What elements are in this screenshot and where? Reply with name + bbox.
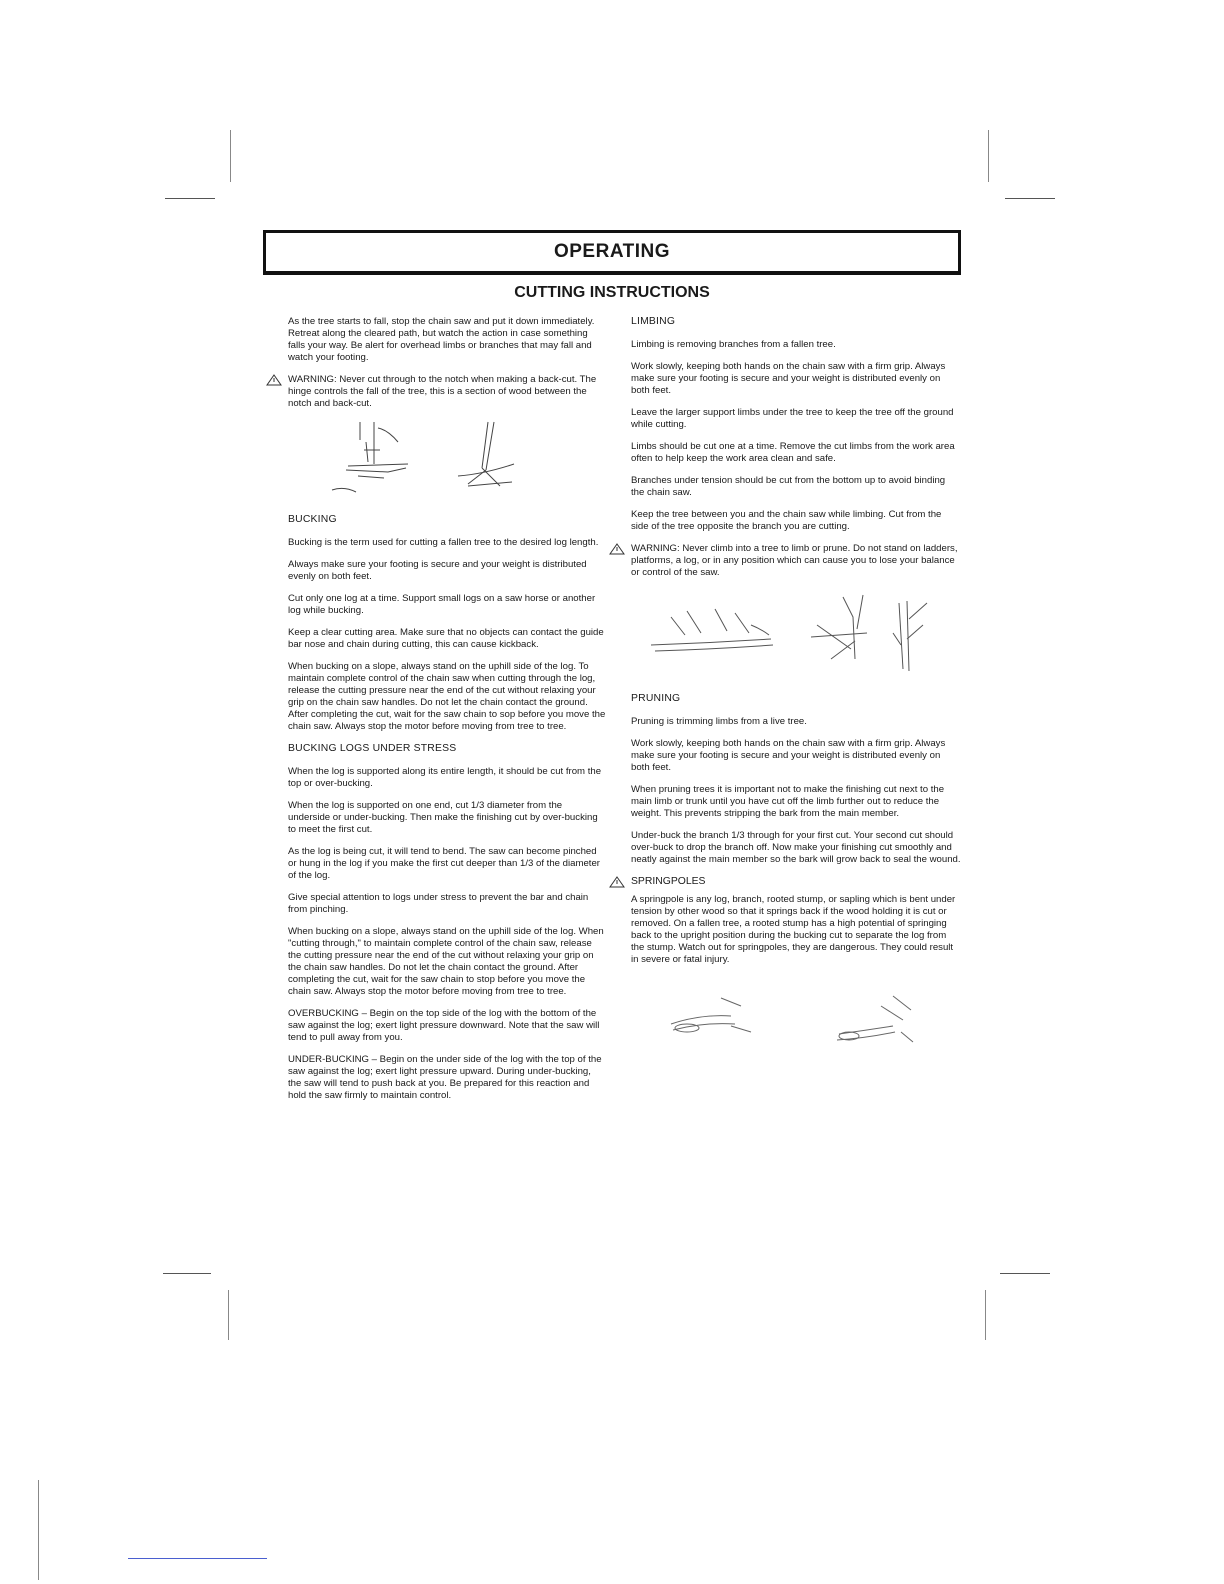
pruning-heading: PRUNING — [631, 693, 681, 704]
warning-icon — [609, 543, 625, 555]
limbing-paragraph: Keep the tree between you and the chain saw while limbing. Cut from the side of the tree opposite the branch you are cutting. — [631, 509, 942, 532]
limbing-paragraph: Branches under tension should be cut from the bottom up to avoid binding the chain saw. — [631, 475, 946, 498]
stress-paragraph: When the log is supported on one end, cut 1/3 diameter from the underside or under-bucking. Then make the finishing cut by over-bucking to meet the first cut. — [288, 800, 598, 835]
crop-mark — [1005, 198, 1055, 199]
section-title: CUTTING INSTRUCTIONS — [514, 284, 710, 301]
springpoles-heading: SPRINGPOLES — [631, 876, 706, 887]
stress-paragraph: When bucking on a slope, always stand on the uphill side of the log. When "cutting through," to maintain complete control of the chain saw, release the cutting pressure near the end of the cut without relaxing your grip on the chain saw handles. Do not let the chain contact the ground. After completing the cut, wait for the saw chain to stop before you move the chain saw. Always stop the motor before moving from tree to tree. — [288, 926, 604, 997]
crop-mark — [985, 1290, 986, 1340]
stress-paragraph: When the log is supported along its entire length, it should be cut from the top or over-bucking. — [288, 766, 602, 789]
stress-heading: BUCKING LOGS UNDER STRESS — [288, 743, 457, 754]
warning-paragraph — [288, 374, 606, 410]
limbing-paragraph: Leave the larger support limbs under the tree to keep the tree off the ground while cutting. — [631, 407, 954, 430]
crop-mark — [988, 130, 989, 182]
limbing-figure — [631, 589, 951, 681]
underbucking-paragraph: UNDER-BUCKING – Begin on the under side of the log with the top of the saw against the log; exert light pressure upward. During under-bucking, the saw will tend to push back at you. Be prepared for this reaction and hold the saw firmly to maintain control. — [288, 1054, 602, 1101]
section-header — [263, 230, 961, 275]
springpoles-paragraph: A springpole is any log, branch, rooted stump, or sapling which is bent under tension by other wood so that it springs back if the wood holding it is cut or removed. On a fallen tree, a rooted stump has a high potential of springing back to the upright position during the bucking cut to separate the log from the stump. Watch out for springpoles, they are dangerous. They could result in severe or fatal injury. — [631, 894, 956, 965]
pruning-paragraph: Pruning is trimming limbs from a live tree. — [631, 716, 807, 727]
left-column — [288, 316, 606, 1112]
bucking-paragraph: When bucking on a slope, always stand on the uphill side of the log. To maintain complete control of the chain saw when cutting through the log, release the cutting pressure near the end of the cut without relaxing your grip on the chain saw handles. Do not let the chain contact the ground. After completing the cut, wait for the saw chain to sop before you move the chain saw. Always stop the motor before moving from tree to tree. — [288, 661, 606, 732]
pruning-paragraph: When pruning trees it is important not to make the finishing cut next to the main limb or trunk until you have cut off the limb further out to reduce the weight. This prevents stripping the bark from the main member. — [631, 784, 945, 819]
bucking-paragraph: Always make sure your footing is secure and your weight is distributed evenly on both feet. — [288, 559, 587, 582]
warning-icon — [609, 876, 625, 888]
bucking-heading: BUCKING — [288, 514, 337, 525]
limbing-paragraph: Work slowly, keeping both hands on the chain saw with a firm grip. Always make sure your footing is secure and your weight is distributed evenly on both feet. — [631, 361, 946, 396]
right-column — [631, 316, 961, 1068]
pruning-paragraph: Under-buck the branch 1/3 through for your first cut. Your second cut should over-buck to drop the branch off. Now make your finishing cut smoothly and neatly against the main member so the bark will grow back to seal the wound. — [631, 830, 961, 865]
warning-icon — [266, 374, 282, 386]
warning-text: WARNING: Never cut through to the notch when making a back-cut. The hinge controls the fall of the tree, this is a section of wood between the notch and back-cut. — [288, 374, 597, 409]
limbing-paragraph: Limbing is removing branches from a fallen tree. — [631, 339, 836, 350]
stress-paragraph: As the log is being cut, it will tend to bend. The saw can become pinched or hung in the log if you make the first cut deeper than 1/3 of the diameter of the log. — [288, 846, 600, 881]
bucking-figure — [631, 976, 951, 1056]
crop-mark — [163, 1273, 211, 1274]
crop-mark — [228, 1290, 229, 1340]
pruning-paragraph: Work slowly, keeping both hands on the chain saw with a firm grip. Always make sure your footing is secure and your weight is distributed evenly on both feet. — [631, 738, 946, 773]
limbing-heading: LIMBING — [631, 316, 676, 327]
limbing-paragraph: Limbs should be cut one at a time. Remove the cut limbs from the work area often to help keep the work area clean and safe. — [631, 441, 955, 464]
springpoles-heading-row — [631, 876, 961, 888]
crop-mark — [230, 130, 231, 182]
crop-mark — [38, 1480, 39, 1580]
crop-mark — [165, 198, 215, 199]
bucking-paragraph: Bucking is the term used for cutting a fallen tree to the desired log length. — [288, 537, 599, 548]
warning-paragraph — [631, 543, 961, 579]
bottom-rule — [128, 1558, 267, 1559]
page-title: OPERATING — [553, 241, 671, 262]
bucking-paragraph: Keep a clear cutting area. Make sure that no objects can contact the guide bar nose and chain during cutting, this can cause kickback. — [288, 627, 604, 650]
warning-text: WARNING: Never climb into a tree to limb or prune. Do not stand on ladders, platforms, a log, or in any position which can cause you to lose your balance or control of the saw. — [631, 543, 958, 578]
stress-paragraph: Give special attention to logs under stress to prevent the bar and chain from pinching. — [288, 892, 589, 915]
felling-figure — [288, 420, 528, 502]
overbucking-paragraph: OVERBUCKING – Begin on the top side of the log with the bottom of the saw against the log; exert light pressure downward. Note that the saw will tend to pull away from you. — [288, 1008, 600, 1043]
crop-mark — [1000, 1273, 1050, 1274]
bucking-paragraph: Cut only one log at a time. Support small logs on a saw horse or another log while bucking. — [288, 593, 596, 616]
intro-paragraph: As the tree starts to fall, stop the chain saw and put it down immediately. Retreat along the cleared path, but watch the action in case something falls your way. Be alert for overhead limbs or branches that may fall and watch your footing. — [288, 316, 595, 363]
